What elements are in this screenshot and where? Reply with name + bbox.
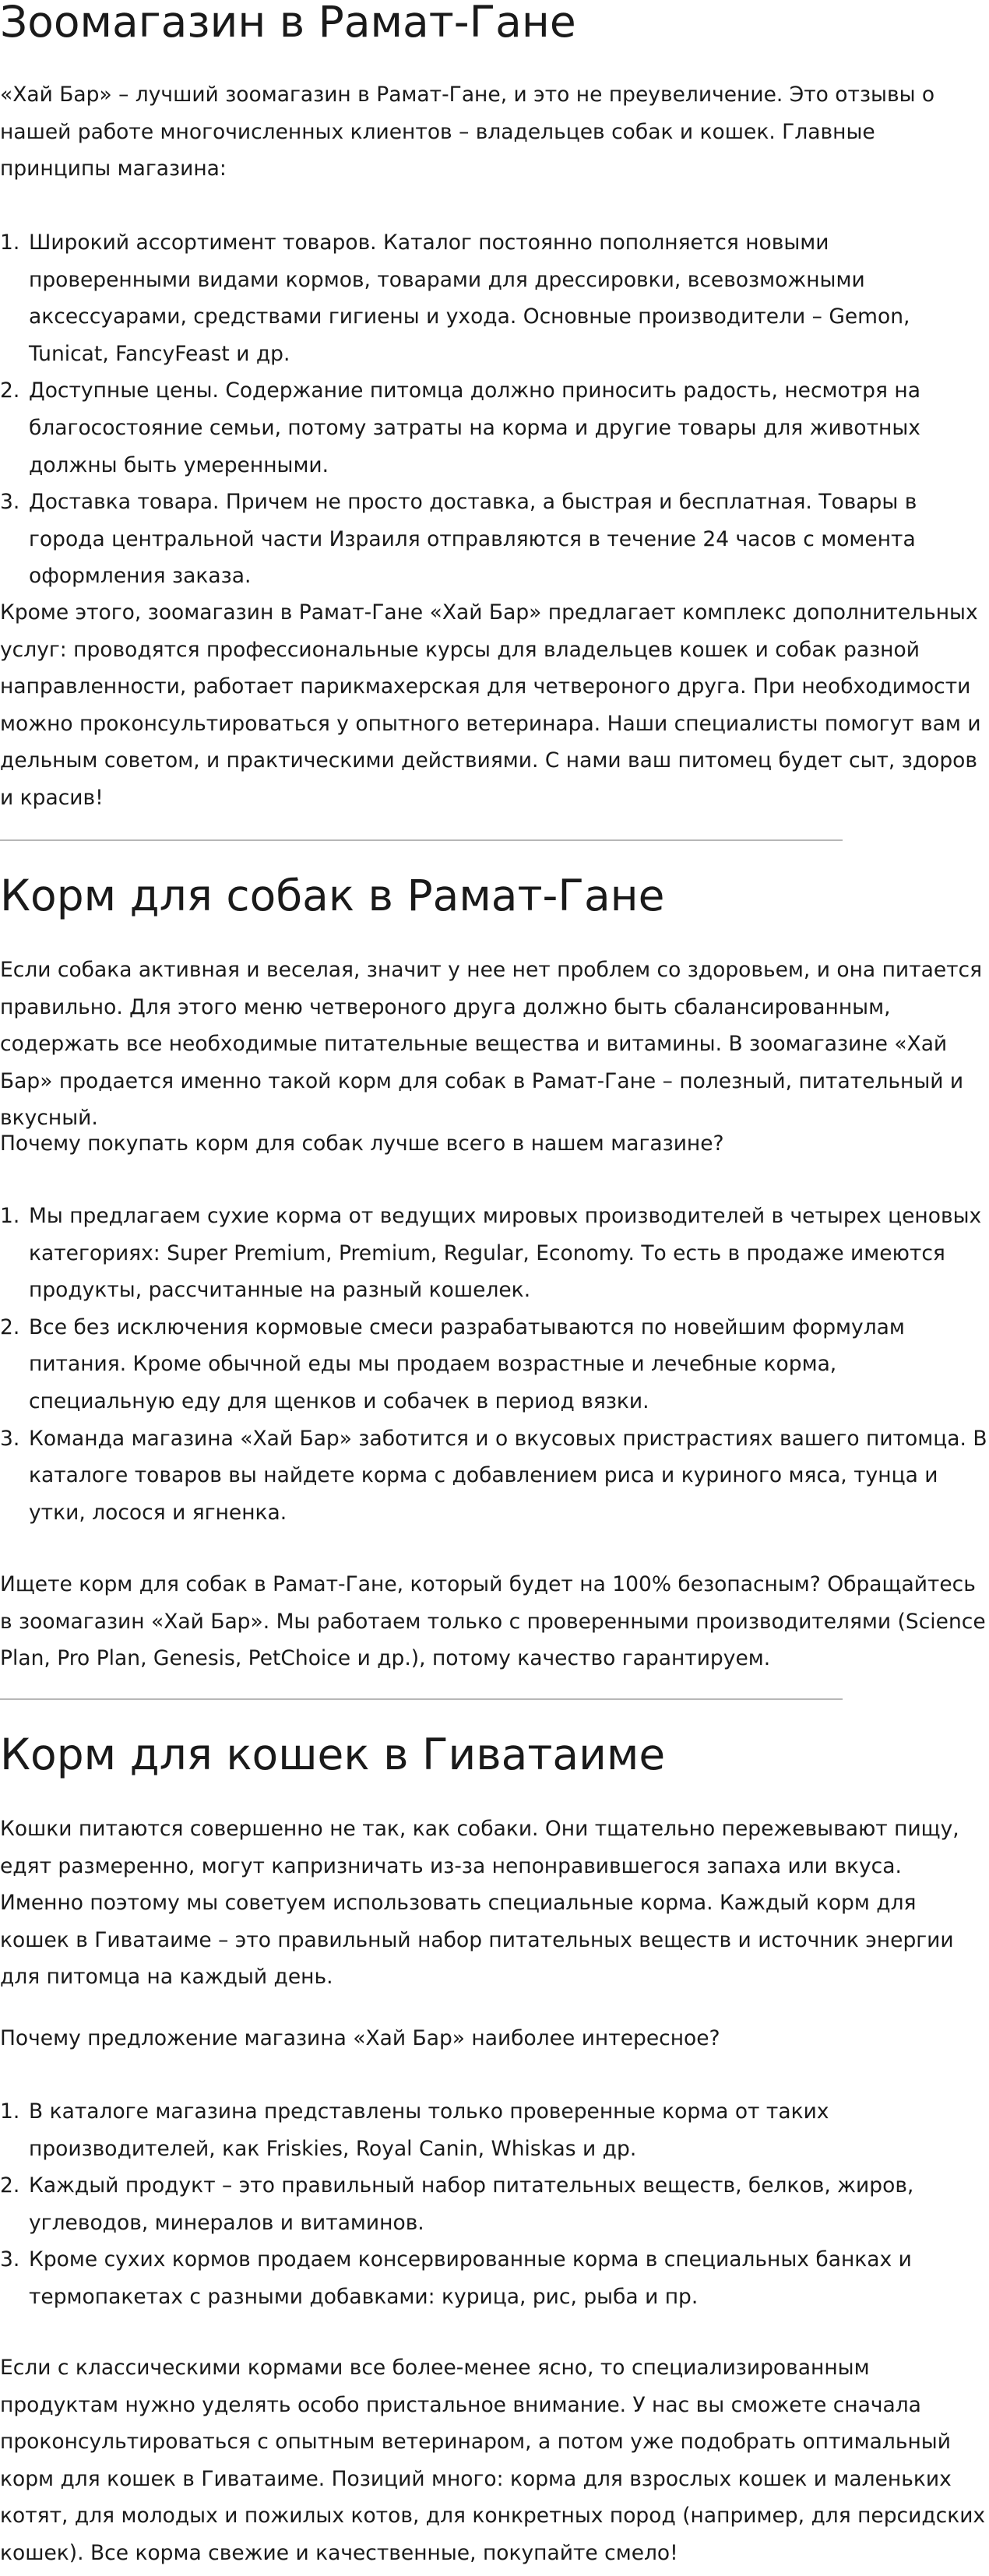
list-text: Доставка товара. Причем не просто доставка, а быстрая и бесплатная. Товары в города центральной части Израиля отправляются в течение 24 часов с момента оформления заказа. — [29, 490, 917, 589]
paragraph: «Хай Бар» – лучший зоомагазин в Рамат-Гане, и это не преувеличение. Это отзывы о нашей работе многочисленных клиентов – владельцев собак и кошек. Главные принципы магазина: — [0, 83, 935, 181]
list-number: 2. — [0, 1314, 20, 1339]
list-number: 1. — [0, 231, 20, 255]
list-number: 1. — [0, 2099, 20, 2124]
list-number: 2. — [0, 378, 20, 403]
paragraph: Ищете корм для собак в Рамат-Гане, который будет на 100% безопасным? Обращайтесь в зоомагазин «Хай Бар». Мы работаем только с проверенными производителями (Science Plan, Pro Plan, Genesis, PetChoice и др.), потому качество гарантируем. — [0, 1572, 986, 1671]
list-item — [0, 372, 989, 484]
list-text: Доступные цены. Содержание питомца должно приносить радость, несмотря на благосостояние семьи, потому затраты на корма и другие товары для животных должны быть умеренными. — [29, 378, 920, 477]
paragraph: Почему покупать корм для собак лучше всего в нашем магазине? — [0, 1131, 724, 1156]
list-number: 3. — [0, 490, 20, 515]
cat-food-reasons-list — [0, 2093, 989, 2316]
list-item — [0, 484, 989, 595]
section-divider — [0, 839, 843, 841]
list-item — [0, 1309, 989, 1420]
list-text: Широкий ассортимент товаров. Каталог постоянно пополняется новыми проверенными видами кормов, товарами для дрессировки, всевозможными аксессуарами, средствами гигиены и ухода. Основные производители – Gemon, Tunicat, FancyFeast и др. — [29, 231, 910, 366]
list-item — [0, 2093, 989, 2167]
paragraph: Кроме этого, зоомагазин в Рамат-Гане «Хай Бар» предлагает комплекс дополнительных услуг: проводятся профессиональные курсы для владельцев кошек и собак разной направленности, работает парикмахерская для четвероного друга. При необходимости можно проконсультироваться у опытного ветеринара. Наши специалисты помогут вам и дельным советом, и практическими действиями. С нами ваш питомец будет сыт, здоров и красив! — [0, 600, 981, 810]
list-text: Каждый продукт – это правильный набор питательных веществ, белков, жиров, углеводов, минералов и витаминов. — [29, 2173, 914, 2235]
section-intro-dog-food — [0, 952, 989, 1137]
list-number: 2. — [0, 2173, 20, 2198]
section-outro-dog-food — [0, 1566, 989, 1677]
list-text: Мы предлагаем сухие корма от ведущих мировых производителей в четырех ценовых категориях: Super Premium, Premium, Regular, Economy. То есть в продаже имеются продукты, рассчитанные на разный кошелек. — [29, 1204, 982, 1303]
principles-list — [0, 224, 989, 595]
paragraph: Почему предложение магазина «Хай Бар» наиболее интересное? — [0, 2026, 720, 2050]
paragraph: Если собака активная и веселая, значит у нее нет проблем со здоровьем, и она питается правильно. Для этого меню четвероного друга должно быть сбалансированным, содержать все необходимые питательные вещества и витамины. В зоомагазине «Хай Бар» продается именно такой корм для собак в Рамат-Гане – полезный, питательный и вкусный. — [0, 958, 983, 1131]
list-item — [0, 224, 989, 372]
list-number: 3. — [0, 2247, 20, 2272]
list-item — [0, 1420, 989, 1532]
list-item — [0, 1198, 989, 1309]
list-number: 3. — [0, 1426, 20, 1451]
list-item — [0, 2167, 989, 2241]
section-intro-zoo-store — [0, 76, 989, 188]
list-text: Команда магазина «Хай Бар» заботится и о вкусовых пристрастиях вашего питомца. В каталоге товаров вы найдете корма с добавлением риса и куриного мяса, тунца и утки, лосося и ягненка. — [29, 1426, 987, 1525]
list-number: 1. — [0, 1204, 20, 1228]
paragraph: Кошки питаются совершенно не так, как собаки. Они тщательно пережевывают пищу, едят размеренно, могут капризничать из-за непонравившегося запаха или вкуса. Именно поэтому мы советуем использовать специальные корма. Каждый корм для кошек в Гиватаиме – это правильный набор питательных веществ и источник энергии для питомца на каждый день. — [0, 1817, 959, 1990]
dog-food-reasons-list — [0, 1198, 989, 1531]
section-question-dog-food — [0, 1125, 989, 1163]
section-outro-cat-food — [0, 2349, 989, 2572]
list-item — [0, 2241, 989, 2315]
section-title-cat-food: Корм для кошек в Гиватаиме — [0, 1730, 666, 1779]
list-text: Все без исключения кормовые смеси разрабатываются по новейшим формулам питания. Кроме обычной еды мы продаем возрастные и лечебные корма, специальную еду для щенков и собачек в период вязки. — [29, 1314, 905, 1413]
section-title-dog-food: Корм для собак в Рамат-Гане — [0, 871, 665, 920]
paragraph: Если с классическими кормами все более-менее ясно, то специализированным продуктам нужно уделять особо пристальное внимание. У нас вы сможете сначала проконсультироваться с опытным ветеринаром, а потом уже подобрать оптимальный корм для кошек в Гиватаиме. Позиций много: корма для взрослых кошек и маленьких котят, для молодых и пожилых котов, для конкретных пород (например, для персидских кошек). Все корма свежие и качественные, покупайте смело! — [0, 2356, 986, 2565]
section-title-zoo-store: Зоомагазин в Рамат-Гане — [0, 0, 576, 47]
section-divider — [0, 1698, 843, 1700]
section-outro-zoo-store — [0, 594, 989, 817]
section-question-cat-food — [0, 2020, 989, 2057]
list-text: Кроме сухих кормов продаем консервированные корма в специальных банках и термопакетах с разными добавками: курица, рис, рыба и пр. — [29, 2247, 912, 2309]
list-text: В каталоге магазина представлены только проверенные корма от таких производителей, как Friskies, Royal Canin, Whiskas и др. — [29, 2099, 829, 2161]
section-intro-cat-food — [0, 1811, 989, 1996]
